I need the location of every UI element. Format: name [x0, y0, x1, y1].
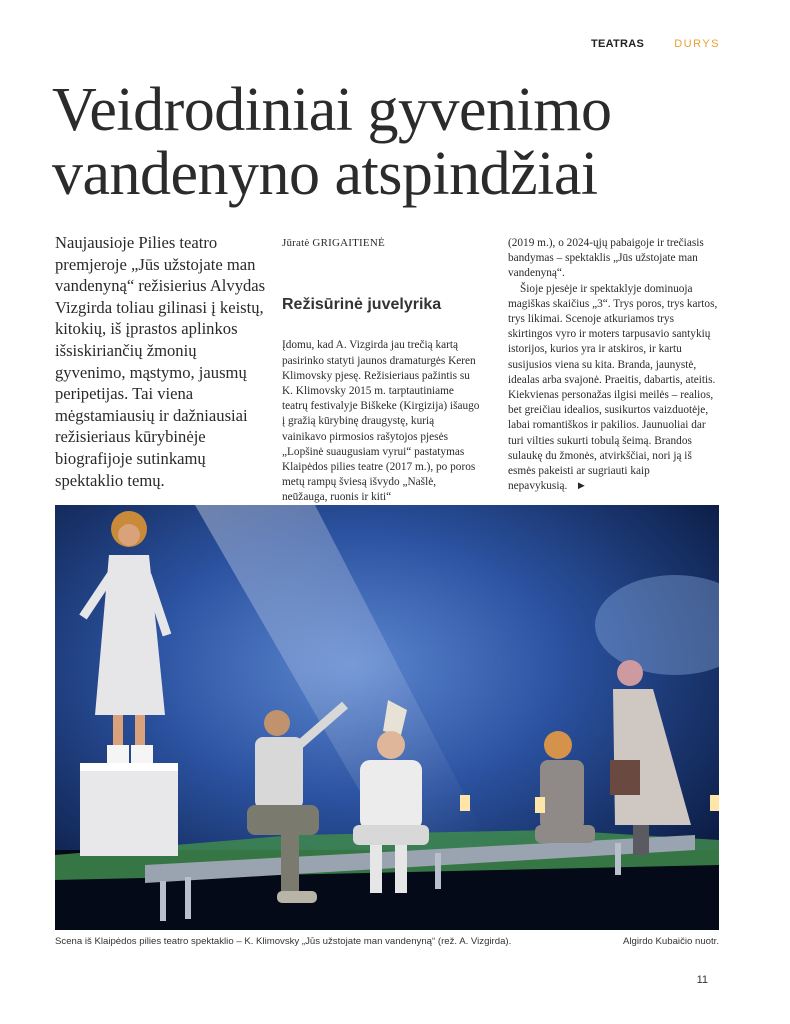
page-number: 11	[696, 974, 708, 986]
lead-paragraph: Naujausioje Pilies teatro premjeroje „Jūs užstojate man vandenyną“ režisierius Alvydas Vizgirda toliau gilinasi į keistų, kitokių, iš įprastos aplinkos išsiskiriančių žmonių gyvenimo, mąstymo, jausmų peripetijas. Tai viena mėgstamiausių ir dažniausiai režisieriaus kūrybinėje biografijoje sutinkamų spektaklio temų.	[55, 233, 266, 490]
section-subheading: Režisūrinė juvelyrika	[282, 296, 442, 314]
author-byline	[282, 236, 480, 251]
page-header	[591, 38, 720, 50]
body-text: Šioje pjesėje ir spektaklyje dominuoja magiškas skaičius „3“. Trys poros, trys kartos, trys likimai. Scenoje atkuriamos trys skirtingos vyro ir moters tarpusavio santykių istorijos, kurios yra ir atskiros, ir kartu susijusios viena su kita. Branda, jaunystė, idealas arba svajonė. Praeitis, dabartis, ateitis. Kiekvienas personažas ilgisi meilės – realios, bet greičiau idealios, susikurtos vaizduotėje, labai romantiškos ir pakilios. Jaunuoliai dar turi vilties sukurti tobulą šeimą. Brandos sulaukę du žmonės, atvirkščiai, nori ją iš esmės pakeisti ar sugriauti kaip nepavykusią.	[508, 282, 718, 493]
title-line-2: vandenyno atspindžiai	[52, 140, 598, 208]
author-last-name: GRIGAITIENĖ	[312, 237, 385, 249]
article-column-2	[282, 236, 480, 506]
magazine-name: DURYS	[674, 38, 720, 50]
body-paragraph: Įdomu, kad A. Vizgirda jau trečią kartą pasirinko statyti jaunos dramaturgės Keren Klimovsky pjesę. Režisieriaus pažintis su K. Klimovsky 2015 m. tarptautiniame teatrų festivalyje Biškeke (Kirgizija) išaugo į gražią kūrybinę draugystę, kurią vainikavo pirmosios rašytojos pjesės „Lopšinė suaugusiam vyrui“ pastatymas Klaipėdos pilies teatre (2017 m.), po poros metų rampų šviesą išvydo „Našlė, neūžauga, ruonis ir kiti“	[282, 339, 480, 504]
stage-photo	[55, 505, 719, 930]
author-first-name: Jūratė	[282, 237, 310, 249]
body-paragraph	[508, 282, 720, 495]
photo-credit: Algirdo Kubaičio nuotr.	[623, 936, 719, 947]
photo-caption: Scena iš Klaipėdos pilies teatro spektaklio – K. Klimovsky „Jūs užstojate man vandenyną“ (rež. A. Vizgirda).	[55, 936, 512, 947]
article-title	[52, 78, 752, 206]
continue-arrow-icon: ►	[575, 480, 587, 493]
stage-scene-illustration	[55, 505, 719, 930]
section-label: TEATRAS	[590, 38, 645, 50]
body-paragraph: (2019 m.), o 2024-ųjų pabaigoje ir trečiasis bandymas – spektaklis „Jūs užstojate man vandenyną“.	[508, 237, 704, 280]
title-line-1: Veidrodiniai gyvenimo	[52, 76, 612, 144]
article-column-3	[508, 236, 720, 494]
